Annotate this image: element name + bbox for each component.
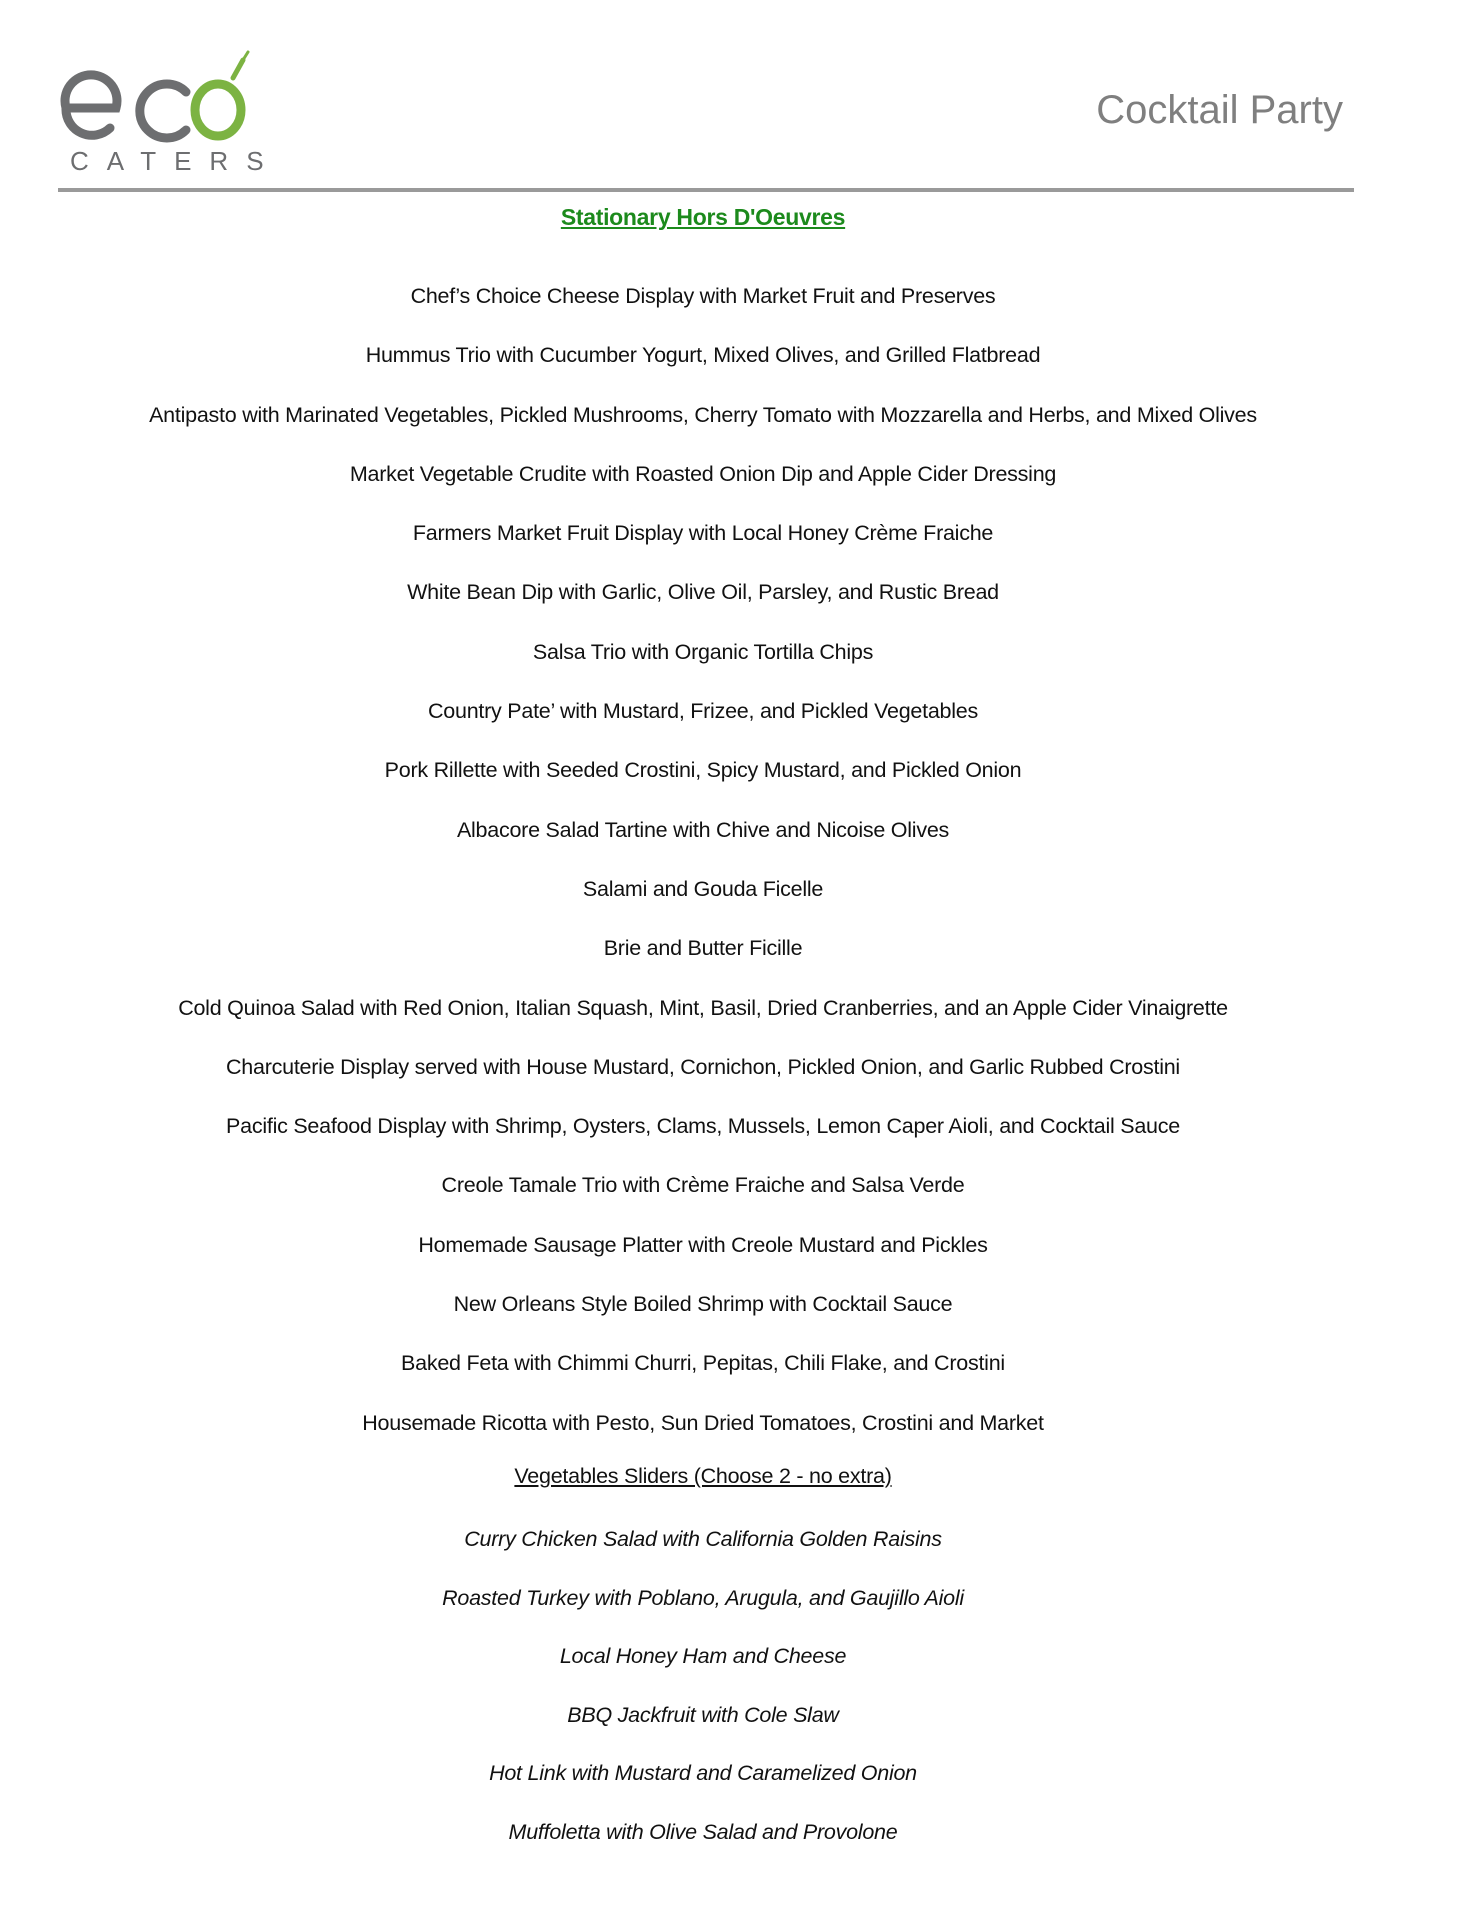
sliders-list	[0, 1519, 1406, 1871]
sliders-heading: Vegetables Sliders (Choose 2 - no extra)	[514, 1464, 892, 1488]
slider-item: Curry Chicken Salad with California Golden Raisins	[464, 1527, 942, 1551]
slider-item: BBQ Jackfruit with Cole Slaw	[567, 1702, 839, 1727]
menu-item: Antipasto with Marinated Vegetables, Pickled Mushrooms, Cherry Tomato with Mozzarella and Herbs, and Mixed Olives	[149, 402, 1257, 427]
menu-item: Chef’s Choice Cheese Display with Market Fruit and Preserves	[410, 284, 996, 308]
menu-item: New Orleans Style Boiled Shrimp with Cocktail Sauce	[453, 1292, 953, 1317]
menu-item: Farmers Market Fruit Display with Local Honey Crème Fraiche	[412, 521, 994, 546]
page-header	[58, 48, 1353, 188]
eco-caters-logo	[58, 48, 308, 178]
hors-doeuvres-list	[0, 276, 1406, 1462]
menu-item: Salami and Gouda Ficelle	[582, 876, 824, 901]
page-title: Cocktail Party	[1096, 88, 1343, 132]
menu-item: Hummus Trio with Cucumber Yogurt, Mixed Olives, and Grilled Flatbread	[365, 343, 1041, 368]
slider-item: Hot Link with Mustard and Caramelized Onion	[489, 1761, 917, 1786]
logo-subtext: CATERS	[70, 146, 282, 176]
menu-item: Homemade Sausage Platter with Creole Mustard and Pickles	[418, 1232, 988, 1257]
menu-item: Pacific Seafood Display with Shrimp, Oysters, Clams, Mussels, Lemon Caper Aioli, and Cocktail Sauce	[226, 1114, 1180, 1139]
slider-item: Muffoletta with Olive Salad and Provolone	[508, 1819, 898, 1844]
section-heading: Stationary Hors D'Oeuvres	[560, 204, 846, 230]
menu-item: Country Pate’ with Mustard, Frizee, and Pickled Vegetables	[428, 699, 978, 724]
menu-item: Pork Rillette with Seeded Crostini, Spicy Mustard, and Pickled Onion	[384, 758, 1022, 783]
menu-item: Brie and Butter Ficille	[603, 936, 803, 961]
header-divider	[58, 188, 1354, 192]
menu-item: Albacore Salad Tartine with Chive and Nicoise Olives	[456, 817, 950, 842]
menu-item: Baked Feta with Chimmi Churri, Pepitas, Chili Flake, and Crostini	[401, 1351, 1005, 1376]
slider-item: Roasted Turkey with Poblano, Arugula, and Gaujillo Aioli	[442, 1585, 964, 1610]
menu-item: Salsa Trio with Organic Tortilla Chips	[532, 639, 874, 664]
menu-item: Cold Quinoa Salad with Red Onion, Italian Squash, Mint, Basil, Dried Cranberries, and an Apple Cider Vinaigrette	[178, 995, 1228, 1020]
slider-item: Local Honey Ham and Cheese	[559, 1644, 847, 1669]
menu-item: Market Vegetable Crudite with Roasted Onion Dip and Apple Cider Dressing	[349, 461, 1057, 486]
menu-item: Creole Tamale Trio with Crème Fraiche and Salsa Verde	[441, 1173, 965, 1198]
menu-item: White Bean Dip with Garlic, Olive Oil, Parsley, and Rustic Bread	[407, 580, 999, 605]
menu-item: Housemade Ricotta with Pesto, Sun Dried Tomatoes, Crostini and Market	[362, 1410, 1044, 1435]
menu-item: Charcuterie Display served with House Mustard, Cornichon, Pickled Onion, and Garlic Rubbed Crostini	[226, 1054, 1180, 1079]
